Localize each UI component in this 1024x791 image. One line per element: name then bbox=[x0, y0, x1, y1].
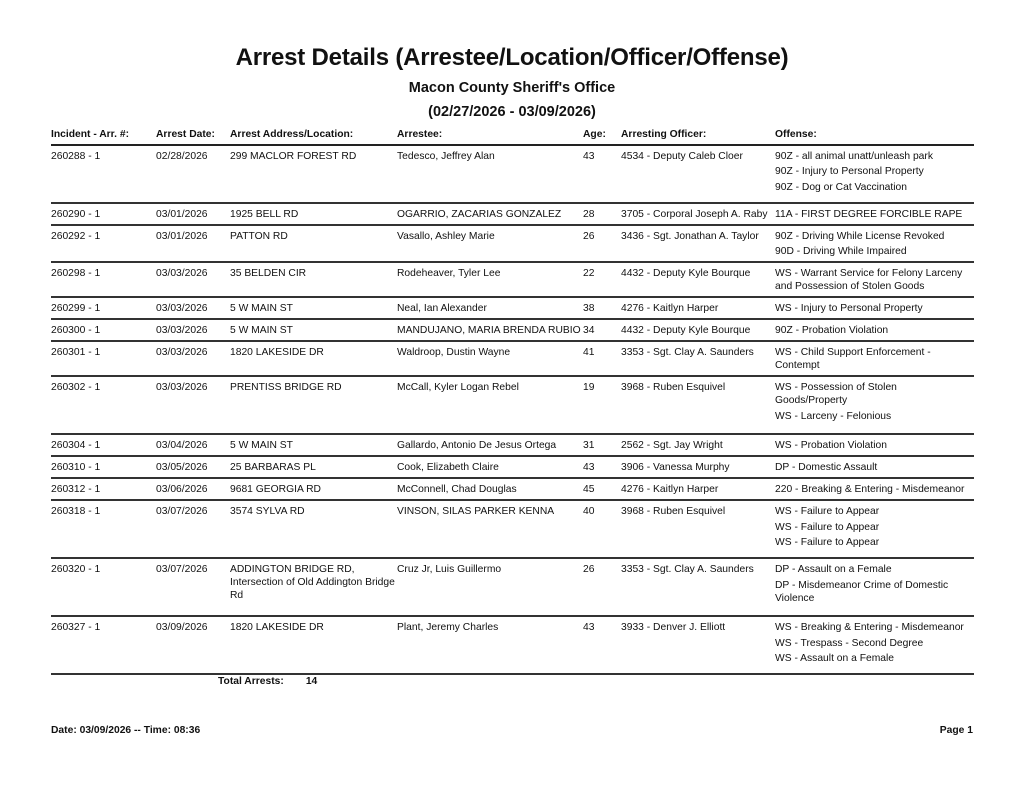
offense-item: WS - Failure to Appear bbox=[775, 537, 880, 549]
cell-age: 26 bbox=[583, 564, 595, 576]
table-row bbox=[51, 263, 974, 298]
cell-officer: 4276 - Kaitlyn Harper bbox=[621, 484, 719, 496]
cell-offense bbox=[775, 621, 970, 670]
cell-address: 3574 SYLVA RD bbox=[230, 506, 305, 518]
cell-arrest-date: 03/03/2026 bbox=[156, 303, 208, 315]
cell-officer: 3353 - Sgt. Clay A. Saunders bbox=[621, 564, 754, 576]
cell-arrest-date: 03/07/2026 bbox=[156, 506, 208, 518]
cell-arrest-date: 03/09/2026 bbox=[156, 622, 208, 634]
table-body bbox=[51, 146, 974, 675]
cell-officer: 3968 - Ruben Esquivel bbox=[621, 506, 726, 518]
cell-address: 1820 LAKESIDE DR bbox=[230, 622, 324, 634]
cell-incident: 260299 - 1 bbox=[51, 303, 101, 315]
cell-arrestee: Cook, Elizabeth Claire bbox=[397, 462, 499, 474]
offense-item: 90D - Driving While Impaired bbox=[775, 246, 907, 258]
cell-arrestee: VINSON, SILAS PARKER KENNA bbox=[397, 506, 555, 518]
cell-arrest-date: 03/03/2026 bbox=[156, 347, 208, 359]
cell-incident: 260288 - 1 bbox=[51, 151, 101, 162]
cell-offense bbox=[775, 461, 970, 474]
offense-item: WS - Assault on a Female bbox=[775, 653, 895, 665]
cell-address: 35 BELDEN CIR bbox=[230, 268, 307, 280]
arrest-table bbox=[51, 128, 974, 675]
cell-incident: 260300 - 1 bbox=[51, 325, 101, 337]
table-row bbox=[51, 559, 974, 617]
cell-arrest-date: 03/05/2026 bbox=[156, 462, 208, 474]
offense-item: WS - Possession of Stolen Goods/Property bbox=[775, 382, 897, 407]
table-row bbox=[51, 479, 974, 501]
offense-item: WS - Breaking & Entering - Misdemeanor bbox=[775, 622, 964, 634]
cell-offense bbox=[775, 302, 970, 315]
offense-item: 220 - Breaking & Entering - Misdemeanor bbox=[775, 484, 965, 496]
cell-arrest-date: 03/03/2026 bbox=[156, 268, 208, 280]
offense-item: WS - Trespass - Second Degree bbox=[775, 637, 924, 649]
cell-offense bbox=[775, 150, 970, 199]
table-row bbox=[51, 617, 974, 675]
cell-officer: 3906 - Vanessa Murphy bbox=[621, 462, 730, 474]
date-range: (02/27/2026 - 03/09/2026) bbox=[428, 104, 596, 120]
cell-incident: 260310 - 1 bbox=[51, 462, 101, 474]
table-row bbox=[51, 377, 974, 435]
cell-address: 299 MACLOR FOREST RD bbox=[230, 151, 357, 162]
table-row bbox=[51, 435, 974, 457]
table-header bbox=[51, 128, 974, 146]
offense-item: WS - Child Support Enforcement - Contempt bbox=[775, 347, 931, 372]
cell-age: 31 bbox=[583, 440, 595, 452]
cell-age: 34 bbox=[583, 325, 595, 337]
page-number: Page 1 bbox=[939, 725, 973, 736]
cell-address: PRENTISS BRIDGE RD bbox=[230, 382, 342, 394]
cell-age: 43 bbox=[583, 462, 595, 474]
cell-address: 1925 BELL RD bbox=[230, 209, 299, 220]
cell-age: 40 bbox=[583, 506, 595, 518]
cell-arrest-date: 03/04/2026 bbox=[156, 440, 208, 452]
total-value: 14 bbox=[305, 676, 318, 687]
offense-item: 11A - FIRST DEGREE FORCIBLE RAPE bbox=[775, 209, 963, 220]
cell-arrestee: Neal, Ian Alexander bbox=[397, 303, 487, 315]
cell-arrestee: Rodeheaver, Tyler Lee bbox=[397, 268, 501, 280]
cell-officer: 4432 - Deputy Kyle Bourque bbox=[621, 325, 751, 337]
cell-address: 9681 GEORGIA RD bbox=[230, 484, 321, 496]
cell-incident: 260290 - 1 bbox=[51, 209, 101, 220]
print-timestamp: Date: 03/09/2026 -- Time: 08:36 bbox=[51, 725, 201, 736]
cell-officer: 2562 - Sgt. Jay Wright bbox=[621, 440, 723, 452]
cell-age: 43 bbox=[583, 622, 595, 634]
col-offense: Offense: bbox=[775, 129, 817, 140]
cell-officer: 3968 - Ruben Esquivel bbox=[621, 382, 726, 394]
offense-item: WS - Injury to Personal Property bbox=[775, 303, 923, 315]
cell-address: 5 W MAIN ST bbox=[230, 325, 293, 337]
cell-incident: 260327 - 1 bbox=[51, 622, 101, 634]
cell-arrestee: Vasallo, Ashley Marie bbox=[397, 231, 495, 242]
offense-item: 90Z - Injury to Personal Property bbox=[775, 166, 924, 178]
col-arrestee: Arrestee: bbox=[397, 129, 443, 140]
cell-incident: 260304 - 1 bbox=[51, 440, 101, 452]
offense-item: 90Z - all animal unatt/unleash park bbox=[775, 151, 933, 162]
offense-item: 90Z - Probation Violation bbox=[775, 325, 889, 337]
cell-incident: 260298 - 1 bbox=[51, 268, 101, 280]
cell-arrestee: Waldroop, Dustin Wayne bbox=[397, 347, 511, 359]
offense-item: DP - Assault on a Female bbox=[775, 564, 892, 576]
cell-offense bbox=[775, 346, 970, 372]
cell-age: 26 bbox=[583, 231, 595, 242]
table-row bbox=[51, 146, 974, 204]
cell-arrest-date: 03/03/2026 bbox=[156, 382, 208, 394]
cell-age: 41 bbox=[583, 347, 595, 359]
offense-item: 90Z - Driving While License Revoked bbox=[775, 231, 945, 242]
cell-age: 45 bbox=[583, 484, 595, 496]
cell-address: 25 BARBARAS PL bbox=[230, 462, 316, 474]
offense-item: WS - Larceny - Felonious bbox=[775, 410, 892, 422]
cell-arrest-date: 03/01/2026 bbox=[156, 209, 208, 220]
offense-item: WS - Failure to Appear bbox=[775, 506, 880, 518]
cell-age: 38 bbox=[583, 303, 595, 315]
col-address: Arrest Address/Location: bbox=[230, 129, 354, 140]
cell-arrestee: MANDUJANO, MARIA BRENDA RUBIO bbox=[397, 325, 581, 337]
total-arrests bbox=[218, 676, 317, 687]
cell-officer: 4432 - Deputy Kyle Bourque bbox=[621, 268, 751, 280]
cell-age: 43 bbox=[583, 151, 595, 162]
offense-item: WS - Failure to Appear bbox=[775, 521, 880, 533]
cell-arrestee: OGARRIO, ZACARIAS GONZALEZ bbox=[397, 209, 562, 220]
total-label: Total Arrests: bbox=[218, 676, 284, 687]
cell-officer: 3933 - Denver J. Elliott bbox=[621, 622, 726, 634]
cell-offense bbox=[775, 439, 970, 452]
cell-incident: 260292 - 1 bbox=[51, 231, 101, 242]
table-row bbox=[51, 501, 974, 559]
cell-offense bbox=[775, 230, 970, 258]
cell-offense bbox=[775, 381, 970, 430]
cell-incident: 260301 - 1 bbox=[51, 347, 101, 359]
cell-incident: 260318 - 1 bbox=[51, 506, 101, 518]
cell-offense bbox=[775, 208, 970, 221]
table-row bbox=[51, 226, 974, 263]
cell-address: PATTON RD bbox=[230, 231, 288, 242]
cell-arrest-date: 03/06/2026 bbox=[156, 484, 208, 496]
cell-arrest-date: 02/28/2026 bbox=[156, 151, 208, 162]
offense-item: WS - Warrant Service for Felony Larceny and Possession of Stolen Goods bbox=[775, 268, 963, 293]
cell-incident: 260302 - 1 bbox=[51, 382, 101, 394]
report-title: Arrest Details (Arrestee/Location/Officer/Offense) bbox=[235, 44, 789, 71]
table-row bbox=[51, 204, 974, 226]
col-age: Age: bbox=[583, 129, 606, 140]
cell-offense bbox=[775, 324, 970, 337]
offense-item: WS - Probation Violation bbox=[775, 440, 887, 452]
cell-officer: 3705 - Corporal Joseph A. Raby bbox=[621, 209, 768, 220]
cell-arrestee: Gallardo, Antonio De Jesus Ortega bbox=[397, 440, 557, 452]
cell-offense bbox=[775, 483, 970, 496]
cell-age: 22 bbox=[583, 268, 595, 280]
cell-age: 19 bbox=[583, 382, 595, 394]
cell-arrest-date: 03/07/2026 bbox=[156, 564, 208, 576]
offense-item: 90Z - Dog or Cat Vaccination bbox=[775, 181, 908, 193]
cell-arrestee: McConnell, Chad Douglas bbox=[397, 484, 517, 496]
cell-arrestee: McCall, Kyler Logan Rebel bbox=[397, 382, 519, 394]
col-incident: Incident - Arr. #: bbox=[51, 129, 130, 140]
agency-name: Macon County Sheriff's Office bbox=[408, 80, 616, 96]
cell-incident: 260320 - 1 bbox=[51, 564, 101, 576]
offense-item: DP - Domestic Assault bbox=[775, 462, 878, 474]
cell-offense bbox=[775, 267, 970, 293]
table-row bbox=[51, 342, 974, 377]
cell-incident: 260312 - 1 bbox=[51, 484, 101, 496]
cell-officer: 3353 - Sgt. Clay A. Saunders bbox=[621, 347, 754, 359]
cell-arrest-date: 03/03/2026 bbox=[156, 325, 208, 337]
cell-arrest-date: 03/01/2026 bbox=[156, 231, 208, 242]
cell-arrestee: Plant, Jeremy Charles bbox=[397, 622, 499, 634]
cell-arrestee: Tedesco, Jeffrey Alan bbox=[397, 151, 495, 162]
col-arrest-date: Arrest Date: bbox=[156, 129, 215, 140]
cell-offense bbox=[775, 563, 970, 612]
cell-officer: 3436 - Sgt. Jonathan A. Taylor bbox=[621, 231, 759, 242]
cell-officer: 4276 - Kaitlyn Harper bbox=[621, 303, 719, 315]
cell-address: 5 W MAIN ST bbox=[230, 303, 293, 315]
col-officer: Arresting Officer: bbox=[621, 129, 707, 140]
cell-address: 1820 LAKESIDE DR bbox=[230, 347, 324, 359]
table-row bbox=[51, 298, 974, 320]
table-row bbox=[51, 320, 974, 342]
table-row bbox=[51, 457, 974, 479]
cell-offense bbox=[775, 505, 970, 554]
cell-age: 28 bbox=[583, 209, 595, 220]
cell-arrestee: Cruz Jr, Luis Guillermo bbox=[397, 564, 502, 576]
offense-item: DP - Misdemeanor Crime of Domestic Violence bbox=[775, 579, 949, 604]
cell-address: 5 W MAIN ST bbox=[230, 440, 293, 452]
cell-officer: 4534 - Deputy Caleb Cloer bbox=[621, 151, 743, 162]
cell-address: ADDINGTON BRIDGE RD, Intersection of Old Addington Bridge Rd bbox=[230, 564, 395, 602]
